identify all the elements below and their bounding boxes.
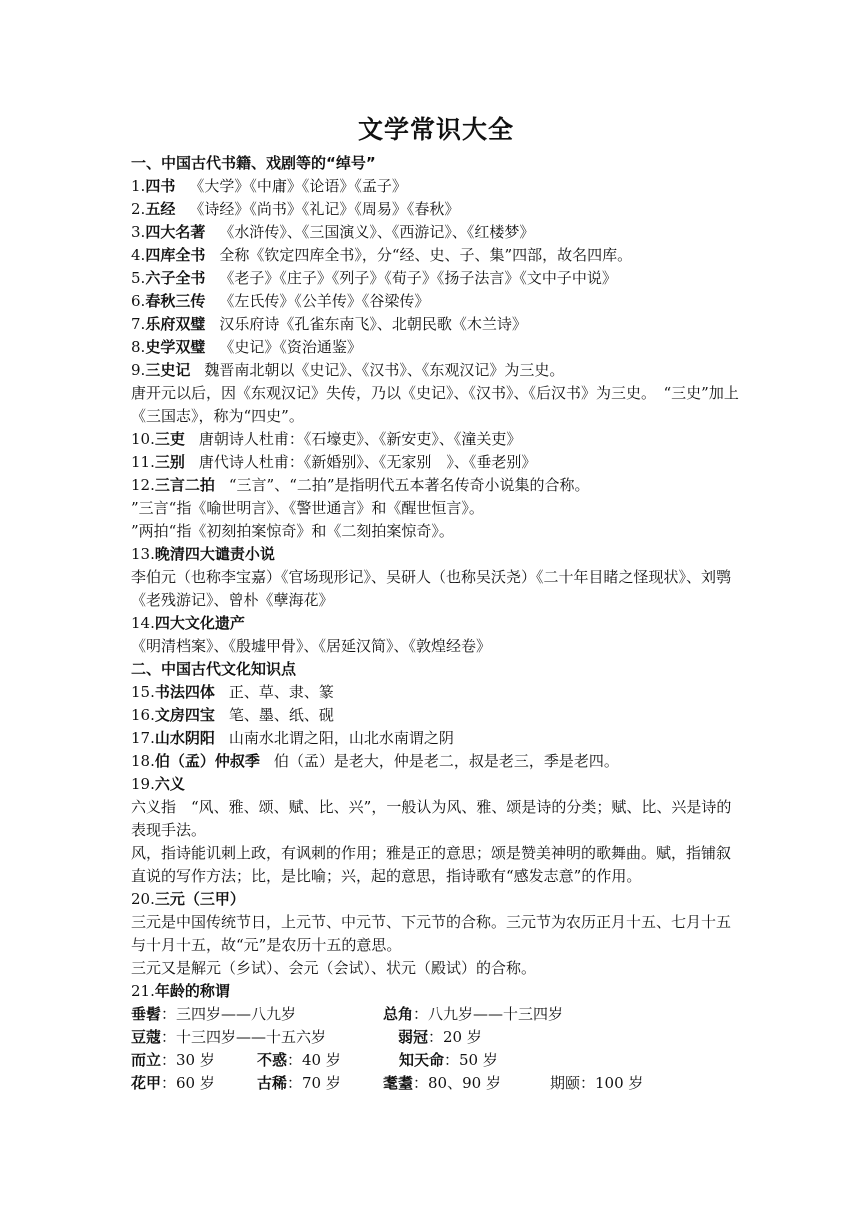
document-page [131, 108, 741, 1095]
text-line: ”三言“指《喻世明言》、《警世通言》和《醒世恒言》。 [131, 499, 484, 517]
section-heading-2: 二、中国古代文化知识点 [131, 660, 297, 678]
age-term: 而立：30 岁 [131, 1051, 215, 1069]
list-item: 1.四书 《大学》《中庸》《论语》《孟子》 [131, 177, 407, 195]
age-row [131, 1026, 741, 1049]
list-item: 20.三元（三甲） [131, 890, 245, 908]
list-item: 12.三言二拍 “三言”、“二拍”是指明代五本著名传奇小说集的合称。 [131, 476, 590, 494]
paragraph: 六义指 “风、雅、颂、赋、比、兴”，一般认为风、雅、颂是诗的分类；赋、比、兴是诗的表现手法。 [131, 798, 732, 839]
age-term: 花甲：60 岁 [131, 1074, 215, 1092]
age-term: 豆蔻：十三四岁——十五六岁 [131, 1028, 327, 1046]
age-term: 不惑：40 岁 [257, 1051, 341, 1069]
age-term: 知天命：50 岁 [399, 1051, 498, 1069]
paragraph: 三元是中国传统节日，上元节、中元节、下元节的合称。三元节为农历正月十五、七月十五与十月十五，故“元”是农历十五的意思。 [131, 913, 732, 954]
list-item: 17.山水阴阳 山南水北谓之阳，山北水南谓之阴 [131, 729, 454, 747]
age-row [131, 1003, 741, 1026]
list-item: 6.春秋三传 《左氏传》《公羊传》《谷梁传》 [131, 292, 430, 310]
list-item: 5.六子全书 《老子》《庄子》《列子》《荀子》《扬子法言》《文中子中说》 [131, 269, 617, 287]
age-term: 耄耋：80、90 岁 [383, 1074, 501, 1092]
list-item: 7.乐府双璧 汉乐府诗《孔雀东南飞》、北朝民歌《木兰诗》 [131, 315, 527, 333]
list-item: 16.文房四宝 笔、墨、纸、砚 [131, 706, 334, 724]
list-item: 18.伯（孟）仲叔季 伯（孟）是老大，仲是老二，叔是老三，季是老四。 [131, 752, 619, 770]
paragraph: 风，指诗能讥刺上政，有讽刺的作用；雅是正的意思；颂是赞美神明的歌舞曲。赋，指铺叙直说的写作方法；比，是比喻；兴，起的意思，指诗歌有“感发志意”的作用。 [131, 844, 732, 885]
paragraph: 三元又是解元（乡试）、会元（会试）、状元（殿试）的合称。 [131, 959, 537, 977]
age-term: 古稀：70 岁 [257, 1074, 341, 1092]
age-term: 弱冠：20 岁 [398, 1028, 482, 1046]
list-item: 15.书法四体 正、草、隶、篆 [131, 683, 334, 701]
section-heading-1: 一、中国古代书籍、戏剧等的“绰号” [131, 154, 376, 172]
list-item: 8.史学双璧 《史记》《资治通鉴》 [131, 338, 362, 356]
age-row [131, 1049, 741, 1072]
text-line: ”两拍“指《初刻拍案惊奇》和《二刻拍案惊奇》。 [131, 522, 454, 540]
list-item: 13.晚清四大谴责小说 [131, 545, 275, 563]
paragraph: 唐开元以后，因《东观汉记》失传，乃以《史记》、《汉书》、《后汉书》为三史。 “三史”加上《三国志》，称为“四史”。 [131, 384, 739, 425]
age-term: 垂髫：三四岁——八九岁 [131, 1005, 297, 1023]
list-item: 9.三史记 魏晋南北朝以《史记》、《汉书》、《东观汉记》为三史。 [131, 361, 565, 379]
list-item: 4.四库全书 全称《钦定四库全书》，分“经、史、子、集”四部，故名四库。 [131, 246, 633, 264]
age-row [131, 1072, 741, 1095]
page-title: 文学常识大全 [357, 115, 514, 144]
paragraph: 李伯元（也称李宝嘉）《官场现形记》、吴研人（也称吴沃尧）《二十年目睹之怪现状》、刘鹗《老残游记》、曾朴《孽海花》 [131, 568, 732, 609]
list-item: 2.五经 《诗经》《尚书》《礼记》《周易》《春秋》 [131, 200, 460, 218]
list-item: 19.六义 [131, 775, 185, 793]
list-item: 3.四大名著 《水浒传》、《三国演义》、《西游记》、《红楼梦》 [131, 223, 535, 241]
list-item: 11.三别 唐代诗人杜甫：《新婚别》、《无家别 》、《垂老别》 [131, 453, 537, 471]
list-item: 14.四大文化遗产 [131, 614, 245, 632]
list-item: 10.三吏 唐朝诗人杜甫：《石壕吏》、《新安吏》、《潼关吏》 [131, 430, 522, 448]
age-term: 总角：八九岁——十三四岁 [383, 1005, 564, 1023]
list-item: 21.年龄的称谓 [131, 982, 230, 1000]
text-line: 《明清档案》、《殷墟甲骨》、《居延汉简》、《敦煌经卷》 [131, 637, 492, 655]
age-term: 期颐：100 岁 [550, 1074, 644, 1092]
